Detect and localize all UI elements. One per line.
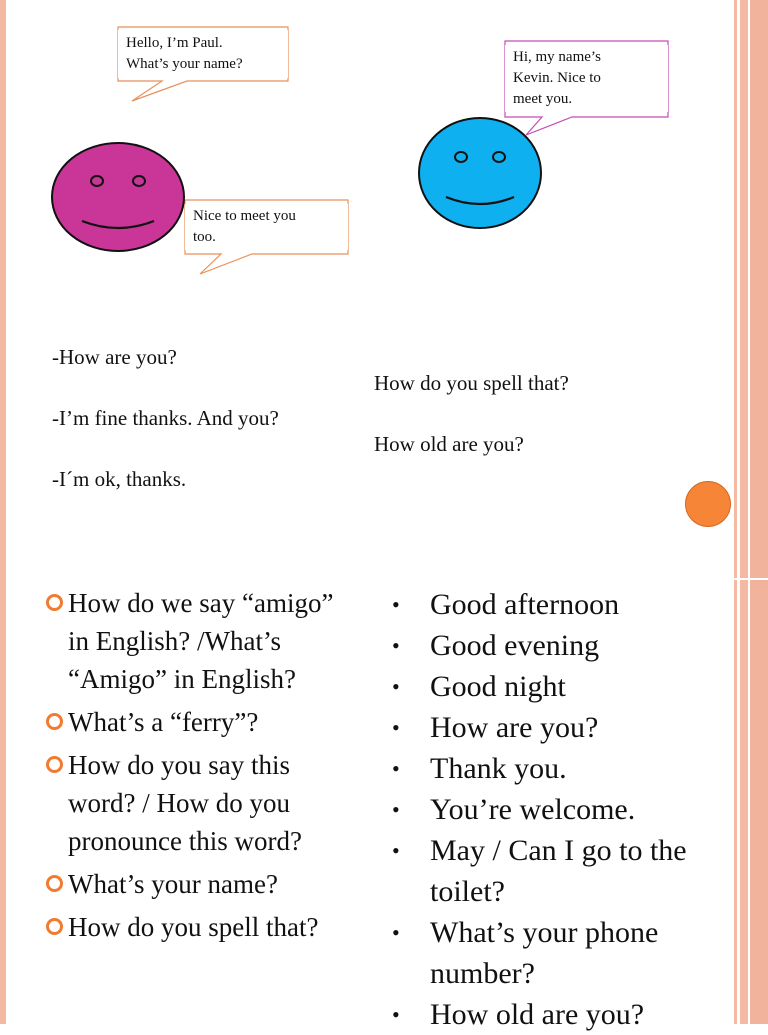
list-item-text: May / Can I go to the toilet? [430, 834, 687, 908]
list-item-text: What’s a “ferry”? [68, 707, 259, 737]
dialog-line: -How are you? [52, 345, 177, 369]
list-item-text: How do you spell that? [68, 912, 319, 942]
list-item-text: How old are you? [430, 998, 645, 1031]
dialog-line: -I’m fine thanks. And you? [52, 406, 279, 430]
bullet-dot-icon: • [392, 920, 400, 945]
list-item-text: What’s your name? [68, 869, 278, 899]
dialog-line: -I´m ok, thanks. [52, 467, 187, 491]
list-item [46, 584, 346, 698]
bullet-dot-icon: • [392, 756, 400, 781]
list-item [390, 912, 740, 994]
list-item [46, 746, 346, 860]
smiley-face-magenta-icon [50, 141, 188, 253]
bubble-line: meet you. [513, 91, 573, 107]
list-item [46, 865, 346, 903]
bubble-kevin-hi [505, 45, 668, 112]
bubble-line: Hi, my name’s [513, 49, 601, 65]
phrase-list [390, 584, 740, 1035]
dialog-line: How old are you? [374, 432, 524, 456]
list-item [390, 748, 740, 789]
bubble-line: Kevin. Nice to [513, 70, 601, 86]
list-item-text: Good night [430, 670, 566, 703]
list-item-text: You’re welcome. [430, 793, 636, 826]
list-item [390, 625, 740, 666]
list-item [46, 908, 346, 946]
dialog-line: How do you spell that? [374, 371, 569, 395]
list-item [46, 703, 346, 741]
bullet-ring-icon [46, 918, 63, 935]
list-item [390, 789, 740, 830]
smiley-face-blue-icon [418, 117, 544, 229]
list-item-text: How do we say “amigo” in English? /What’s “Amigo” in English? [68, 588, 334, 694]
bubble-line: Nice to meet you [193, 208, 296, 224]
bullet-ring-icon [46, 756, 63, 773]
list-item-text: Good afternoon [430, 588, 620, 621]
bubble-paul-hello [118, 30, 288, 78]
bullet-dot-icon: • [392, 797, 400, 822]
list-item [390, 707, 740, 748]
list-item [390, 584, 740, 625]
list-item [390, 830, 740, 912]
list-item-text: What’s your phone number? [430, 916, 659, 990]
bubble-line: too. [193, 229, 216, 245]
dialog-right [374, 368, 574, 460]
list-item [390, 666, 740, 707]
orange-circle-icon [685, 481, 731, 527]
bubble-line: What’s your name? [126, 56, 243, 72]
bullet-dot-icon: • [392, 633, 400, 658]
dialog-left [52, 342, 302, 495]
bullet-ring-icon [46, 713, 63, 730]
list-item-text: How are you? [430, 711, 599, 744]
list-item-text: Thank you. [430, 752, 567, 785]
list-item [390, 994, 740, 1035]
bullet-dot-icon: • [392, 838, 400, 863]
list-item-text: Good evening [430, 629, 600, 662]
bullet-dot-icon: • [392, 715, 400, 740]
bullet-dot-icon: • [392, 592, 400, 617]
bullet-dot-icon: • [392, 1002, 400, 1027]
list-item-text: How do you say this word? / How do you pronounce this word? [68, 750, 302, 856]
bubble-paul-reply [185, 204, 348, 250]
bubble-line: Hello, I’m Paul. [126, 35, 223, 51]
bullet-dot-icon: • [392, 674, 400, 699]
bullet-ring-icon [46, 875, 63, 892]
bullet-ring-icon [46, 594, 63, 611]
question-list [46, 584, 346, 951]
